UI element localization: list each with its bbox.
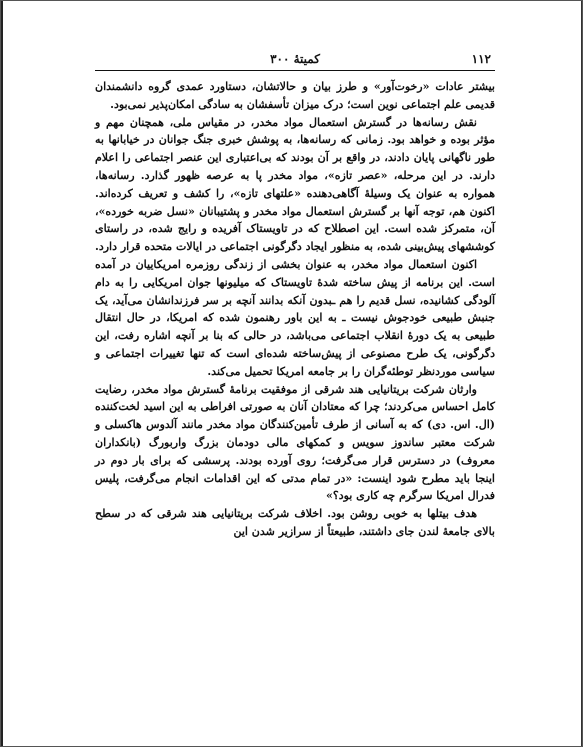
running-title: کمیتهٔ ۳۰۰: [270, 52, 320, 66]
paragraph-2: نقش رسانه‌ها در گسترش استعمال مواد مخدر، در مقیاس ملی، همچنان مهم و مؤثر بوده و خواهد بود. زمانی که رسانه‌ها، به پوشش خبری جنگ جوانان در خیابانها به طور ناگهانی پایان دادند، در واقع بر آن بودند که بی‌اعتباری این عنصر اجتماعی را اعلام دارند. در این مرحله، «عصر تازه»، مواد مخدر پا به عرصه ظهور گذارد. رسانه‌ها، همواره به عنوان یک وسیلهٔ آگاهی‌دهنده «علتهای تازه»، را کشف و تعریف کرده‌اند. اکنون هم، توجه آنها بر گسترش استعمال مواد مخدر و پشتیبانان «نسل ضربه خورده»، آن، متمرکز شده است. این اصطلاح که در تاویستاک آفریده و رایج شده، در راستای کوششهای پیش‌بینی شده، به منظور ایجاد دگرگونی اجتماعی در ایالات متحده قرار دارد.: [95, 115, 495, 254]
paragraph-1: بیشتر عادات «رخوت‌آور» و طرز بیان و حالاتشان، دستاورد عمدی گروه دانشمندان قدیمی علم اجتماعی نوین است؛ درک میزان تأسفشان به سادگی امکان‌پذیر نمی‌بود.: [95, 80, 495, 111]
page-number: ۱۱۲: [471, 52, 491, 66]
paragraph-5: هدف بیتلها به خوبی روشن بود. اخلاف شرکت بریتانیایی هند شرقی که در سطح بالای جامعهٔ لندن جای داشتند، طبیعتاً از سرازیر شدن این: [95, 507, 495, 538]
body-text: [95, 78, 495, 541]
page-header: [95, 48, 495, 71]
paragraph-3: اکنون استعمال مواد مخدر، به عنوان بخشی از زندگی روزمره امریکاییان در آمده است. این برنامه از پیش ساخته شدهٔ تاویستاک که میلیونها جوان امریکایی را به دام آلودگی کشانیده، نسل قدیم را هم ـبدون آنکه بدانند آنچه بر سر فرزندانشان می‌آید، یک جنبش طبیعی خودجوش نیست ـ به این باور رهنمون شده که امریکا، در حال انتقال طبیعی به یک دورهٔ انقلاب اجتماعی می‌باشد، در حالی که بنا بر آنچه اشاره رفت، این دگرگونی، یک طرح مصنوعی از پیش‌ساخته شده‌ای است که تنها تغییرات اجتماعی و سیاسی موردنظر توطئه‌گران را بر جامعه امریکا تحمیل می‌کند.: [95, 257, 495, 378]
paragraph-4: وارثان شرکت بریتانیایی هند شرقی از موفقیت برنامهٔ گسترش مواد مخدر، رضایت کامل احساس می‌کردند؛ چرا که معتادان آنان به صورتی افراطی به این اسید لخت‌کننده (ال. اس. دی) که به آسانی از طرف تأمین‌کنندگان مواد مخدر مانند آلدوس هاکسلی و شرکت معتبر ساندوز سویس و کمکهای مالی دودمان بزرگ واربورگ (بانکداران معروف) در دسترس قرار می‌گرفت؛ روی آورده بودند. پرسشی که برای بار دوم در اینجا باید مطرح شود اینست: «در تمام مدتی که این اقدامات انجام می‌گرفت، پلیس فدرال امریکا سرگرم چه کاری بود؟»: [95, 382, 495, 503]
book-page: [95, 48, 495, 541]
